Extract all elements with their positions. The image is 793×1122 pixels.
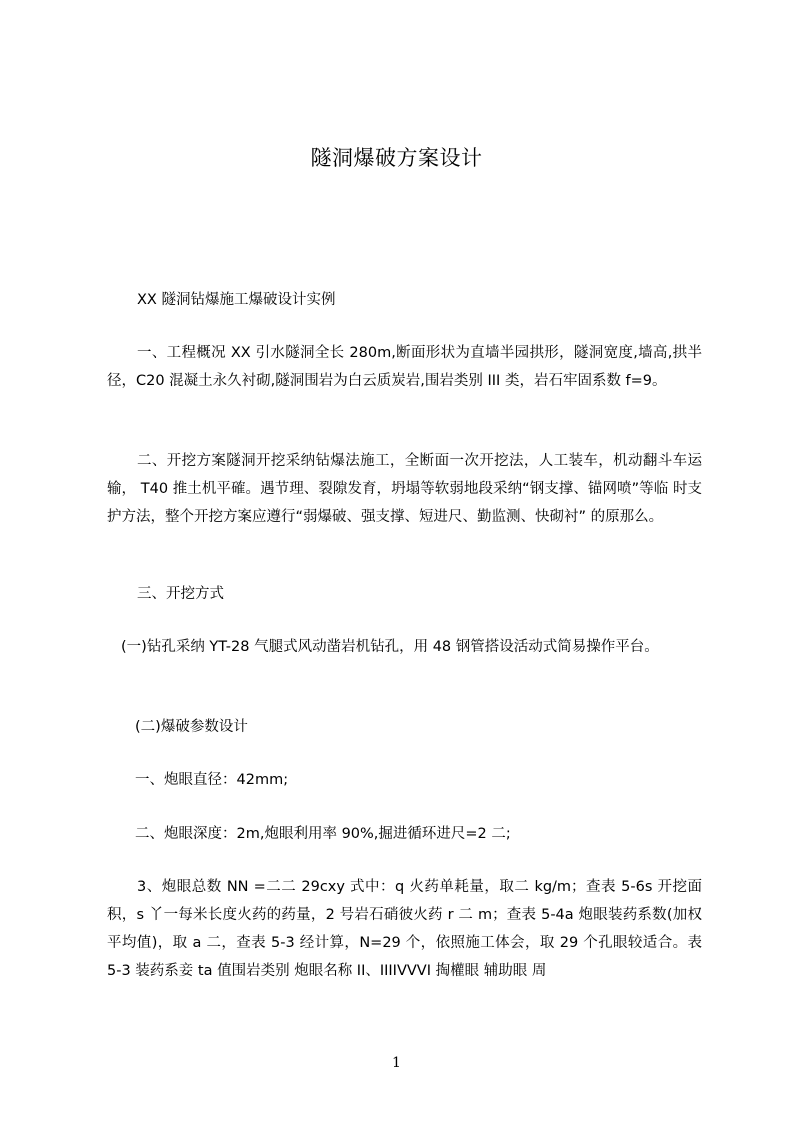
- paragraph-hole-depth: 二、炮眼深度：2m,炮眼利用率 90%,掘进循环进尺=2 二;: [135, 826, 511, 842]
- section-excavation-method-heading: 三、开挖方式: [137, 586, 224, 602]
- heading-blasting-parameters: (二)爆破参数设计: [135, 719, 248, 735]
- paragraph-hole-diameter: 一、炮眼直径：42mm;: [135, 772, 289, 788]
- page-number: 1: [392, 1055, 401, 1071]
- paragraph-hole-count: 3、炮眼总数 NN =二二 29cxy 式中：q 火药单耗量，取二 kg/m；查表 5-6s 开挖面积，s 丫一每米长度火药的药量，2 号岩石硝彼火药 r 二 m；查表 5-4a 炮眼装药系数(加权平均值)，取 a 二，查表 5-3 经计算，N=29 个，依照施工体会，取 29 个孔眼较适合。表 5-3 装药系妾 ta 值围岩类别 炮眼名称 II、IIIIVVVI 掏權眼 辅助眼 周: [107, 879, 702, 979]
- section-project-overview: 一、工程概况 XX 引水隧洞全长 280m,断面形状为直墙半园拱形，隧洞宽度,墙高,拱半径，C20 混凝土永久衬砌,隧洞围岩为白云质炭岩,围岩类别 III 类，岩石牢固系数 f=9。: [107, 345, 702, 389]
- section-excavation-plan: 二、开挖方案隧洞开挖采纳钻爆法施工，全断面一次开挖法，人工装车，机动翻斗车运输， T40 推土机平確。遇节理、裂隙发育，坍塌等软弱地段采纳“钢支撑、锚网喷”等临 时支护方法，整个开挖方案应遵行“弱爆破、强支撑、短进尺、勤监测、快砌衬” 的原那么。: [107, 453, 702, 525]
- document-subtitle: XX 隧洞钻爆施工爆破设计实例: [137, 292, 336, 308]
- document-title: 隧洞爆破方案设计: [310, 146, 483, 170]
- paragraph-drilling: (一)钻孔采纳 YT-28 气腿式风动凿岩机钻孔，用 48 钢管搭设活动式简易操作平台。: [121, 639, 659, 655]
